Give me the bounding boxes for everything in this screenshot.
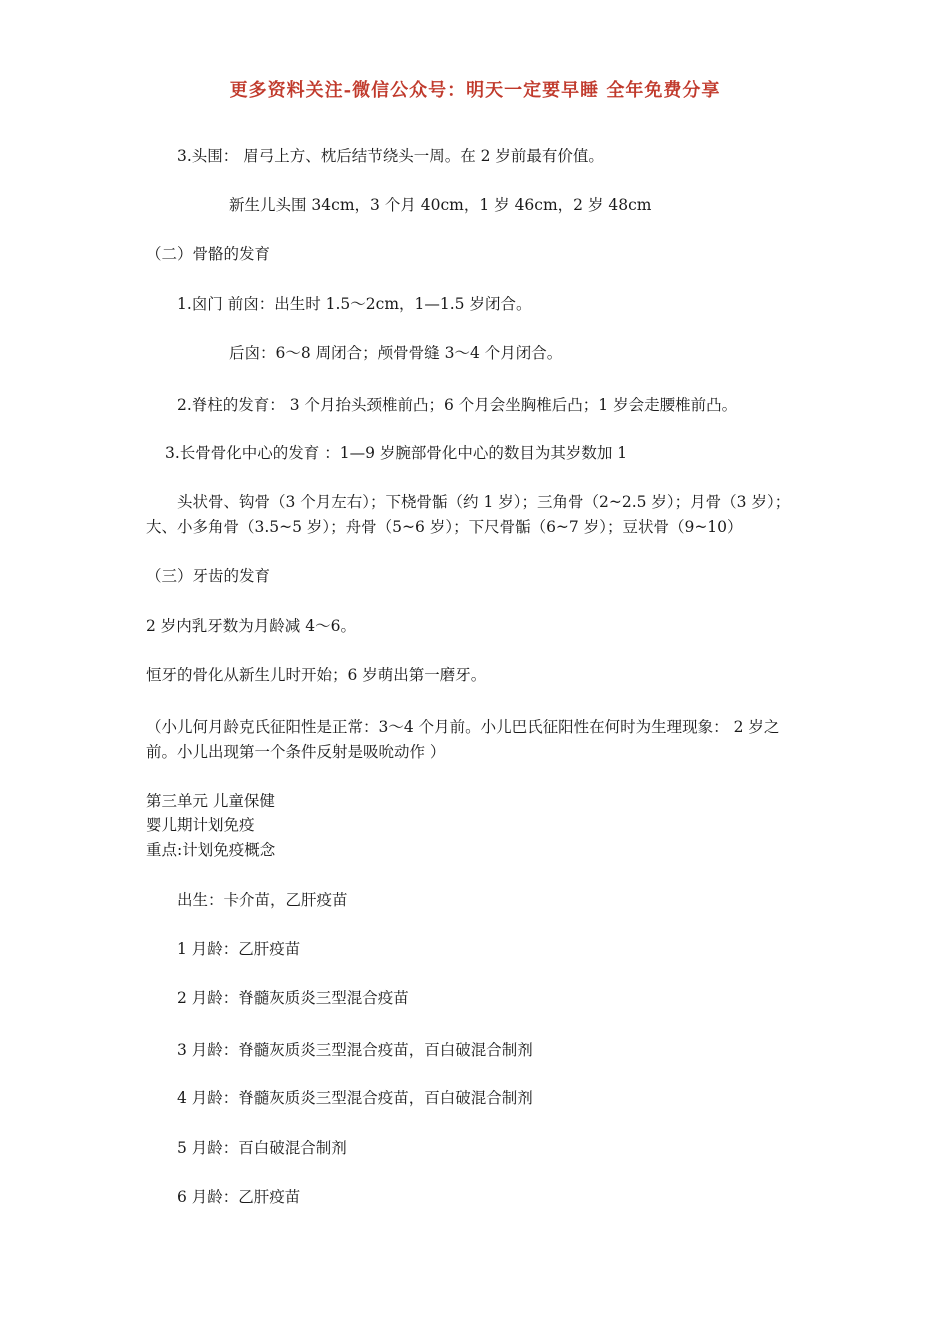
vaccine-line: 5 月龄：百白破混合制剂 [177,1139,347,1157]
vaccine-line: 2 月龄：脊髓灰质炎三型混合疫苗 [177,989,409,1007]
text-line: 2 岁内乳牙数为月龄减 4～6。 [146,617,356,635]
vaccine-line: 3 月龄：脊髓灰质炎三型混合疫苗，百白破混合制剂 [177,1041,533,1059]
text-line: 1.囟门 前囟：出生时 1.5～2cm，1—1.5 岁闭合。 [177,295,532,313]
text-line: 恒牙的骨化从新生儿时开始；6 岁萌出第一磨牙。 [146,666,487,684]
text-line: （小儿何月龄克氏征阳性是正常：3～4 个月前。小儿巴氏征阳性在何时为生理现象： 2 岁之 [146,718,780,736]
text-line: 3.长骨骨化中心的发育 ：1—9 岁腕部骨化中心的数目为其岁数加 1 [165,444,628,462]
text-line: 2.脊柱的发育： 3 个月抬头颈椎前凸；6 个月会坐胸椎后凸；1 岁会走腰椎前凸。 [177,396,738,414]
section-heading: （二）骨骼的发育 [146,245,271,263]
vaccine-line: 出生：卡介苗，乙肝疫苗 [177,891,348,909]
text-line: 前。小儿出现第一个条件反射是吸吮动作 ） [146,743,446,761]
vaccine-line: 6 月龄：乙肝疫苗 [177,1188,301,1206]
vaccine-line: 1 月龄：乙肝疫苗 [177,940,301,958]
vaccine-line: 4 月龄：脊髓灰质炎三型混合疫苗，百白破混合制剂 [177,1089,533,1107]
text-line: 大、小多角骨（3.5~5 岁）；舟骨（5~6 岁）；下尺骨骺（6~7 岁）；豆状骨（9~10） [146,518,743,536]
unit-heading: 第三单元 儿童保健 [146,792,275,810]
key-point-line: 重点:计划免疫概念 [146,841,276,859]
text-line: 3.头围： 眉弓上方、枕后结节绕头一周。在 2 岁前最有价值。 [177,147,604,165]
text-line: 头状骨、钩骨（3 个月左右）；下桡骨骺（约 1 岁）；三角骨（2~2.5 岁）；月骨（3 岁）； [177,493,791,511]
section-heading: （三）牙齿的发育 [146,567,271,585]
text-line: 后囟：6～8 周闭合；颅骨骨缝 3～4 个月闭合。 [229,344,563,362]
text-line: 新生儿头围 34cm，3 个月 40cm，1 岁 46cm，2 岁 48cm [229,196,652,214]
subheading: 婴儿期计划免疫 [146,816,255,834]
page-header-banner: 更多资料关注-微信公众号：明天一定要早睡 全年免费分享 [229,80,721,101]
